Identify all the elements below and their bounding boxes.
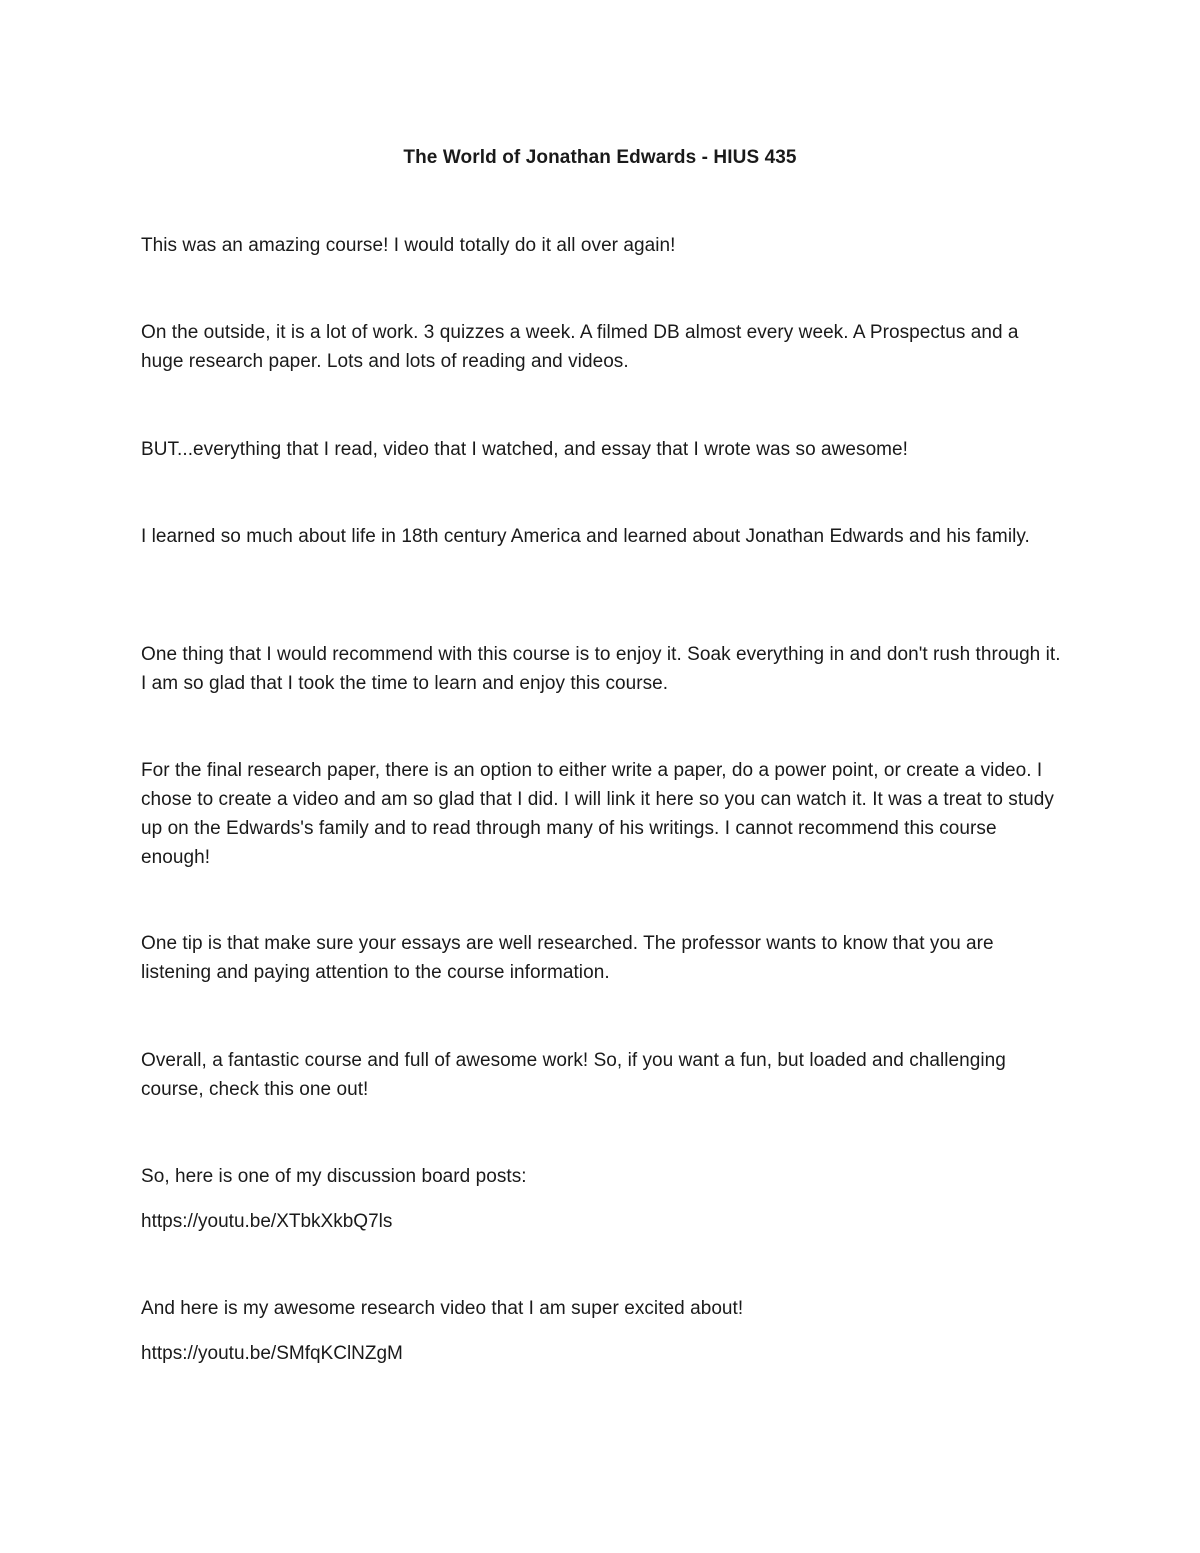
paragraph-discussion-intro: So, here is one of my discussion board posts: (141, 1166, 527, 1187)
paragraph-recommend: One thing that I would recommend with this course is to enjoy it. Soak everything in and don't rush through it. I am so glad that I took the time to learn and enjoy this course. (141, 644, 1061, 694)
document-title: The World of Jonathan Edwards - HIUS 435 (403, 147, 797, 168)
paragraph-overall: Overall, a fantastic course and full of awesome work! So, if you want a fun, but loaded and challenging course, check this one out! (141, 1050, 1006, 1100)
paragraph-learned: I learned so much about life in 18th century America and learned about Jonathan Edwards and his family. (141, 526, 1030, 547)
paragraph-workload: On the outside, it is a lot of work. 3 quizzes a week. A filmed DB almost every week. A Prospectus and a huge research paper. Lots and lots of reading and videos. (141, 322, 1019, 372)
paragraph-research-video-intro: And here is my awesome research video that I am super excited about! (141, 1298, 744, 1319)
paragraph-tip: One tip is that make sure your essays are well researched. The professor wants to know that you are listening and paying attention to the course information. (141, 933, 994, 983)
paragraph-intro: This was an amazing course! I would totally do it all over again! (141, 235, 676, 256)
discussion-board-link[interactable]: https://youtu.be/XTbkXkbQ7ls (141, 1211, 393, 1232)
paragraph-but: BUT...everything that I read, video that I watched, and essay that I wrote was so awesome! (141, 439, 909, 460)
paragraph-final-paper: For the final research paper, there is an option to either write a paper, do a power point, or create a video. I chose to create a video and am so glad that I did. I will link it here so you can watch it. It was a treat to study up on the Edwards's family and to read through many of his writings. I cannot recommend this course enough! (141, 760, 1054, 868)
research-video-link[interactable]: https://youtu.be/SMfqKClNZgM (141, 1343, 403, 1364)
